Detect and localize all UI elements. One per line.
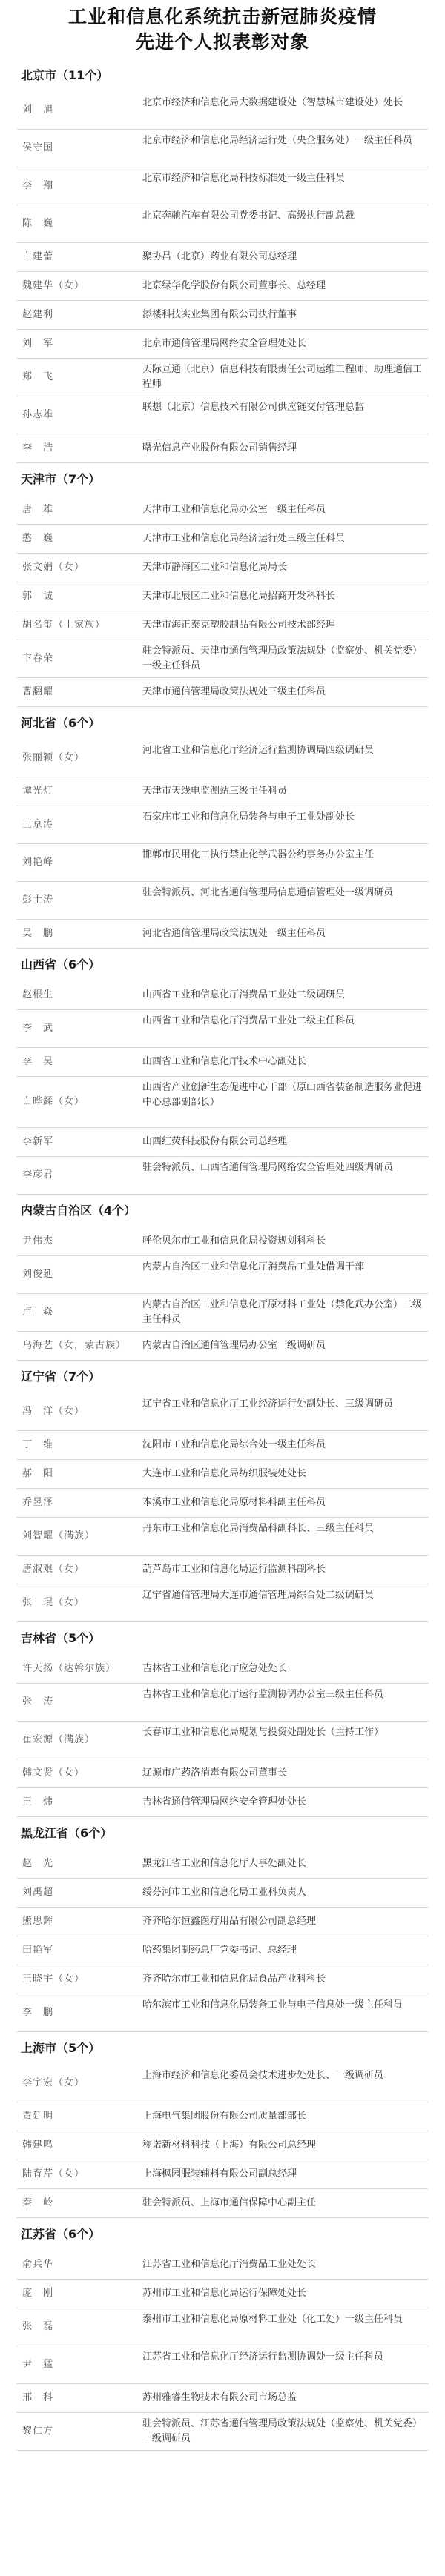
- honoree-position: 辽宁省工业和信息化厅工业经济运行处副处长、三级调研员: [142, 1398, 394, 1410]
- honoree-position: 北京市通信管理局网络安全管理处处长: [142, 338, 307, 349]
- honoree-position: 北京市经济和信息化局经济运行处（央企服务处）一级主任科员: [142, 135, 413, 146]
- honoree-position: 河北省通信管理局政策法规处一级主任科员: [142, 928, 326, 939]
- honoree-position: 上海枫园服装辅料有限公司副总经理: [142, 2168, 297, 2180]
- honoree-name: 陈 巍: [22, 218, 54, 229]
- section-header: 天津市（7个）: [21, 472, 101, 486]
- honoree-name: 孙志雄: [22, 409, 54, 420]
- honoree-position: 内蒙古自治区工业和信息化厅原材料工业处（禁化武办公室）二级主任科员: [142, 1299, 423, 1325]
- honoree-row: [16, 205, 429, 243]
- honoree-name: 郝 阳: [22, 1468, 54, 1479]
- section-header: 内蒙古自治区（4个）: [21, 1204, 136, 1218]
- honoree-name: 丁 维: [22, 1439, 54, 1450]
- section-header: 江苏省（6个）: [21, 2227, 101, 2241]
- honoree-row: [16, 554, 429, 582]
- honoree-row: [16, 1684, 429, 1722]
- honoree-name: 陆育芹（女）: [22, 2168, 85, 2180]
- honoree-row: [16, 777, 429, 806]
- honoree-list: [0, 59, 445, 2451]
- honoree-row: [16, 1431, 429, 1460]
- honoree-row: [16, 1556, 429, 1584]
- honoree-name: 唐淑艰（女）: [22, 1564, 85, 1575]
- honoree-row: [16, 496, 429, 525]
- section-header: 河北省（6个）: [21, 716, 101, 730]
- honoree-position: 呼伦贝尔市工业和信息化局投资规划科科长: [142, 1235, 326, 1246]
- honoree-position: 齐齐哈尔市工业和信息化局食品产业科科长: [142, 1974, 326, 1985]
- honoree-name: 魏建华（女）: [22, 280, 85, 291]
- honoree-position: 驻会特派员、山西省通信管理局网络安全管理处四级调研员: [142, 1162, 394, 1173]
- honoree-row: [16, 1048, 429, 1077]
- honoree-name: 张 涛: [22, 1696, 54, 1707]
- honoree-row: [16, 1227, 429, 1256]
- honoree-name: 刘俊延: [22, 1269, 54, 1280]
- honoree-row: [16, 2308, 429, 2346]
- honoree-row: [16, 130, 429, 167]
- honoree-row: [16, 2413, 429, 2451]
- honoree-name: 郭 诚: [22, 591, 54, 602]
- honoree-row: [16, 2189, 429, 2218]
- honoree-name: 郑 飞: [22, 371, 54, 382]
- honoree-position: 河北省工业和信息化厅经济运行监测协调局四级调研员: [142, 745, 375, 756]
- honoree-name: 李 翔: [22, 180, 54, 191]
- honoree-name: 李 昊: [22, 1056, 54, 1067]
- honoree-name: 王 炜: [22, 1796, 54, 1807]
- honoree-row: [16, 396, 429, 434]
- honoree-position: 天津市工业和信息化局办公室一级主任科员: [142, 504, 326, 515]
- honoree-row: [16, 611, 429, 640]
- honoree-row: [16, 301, 429, 330]
- honoree-row: [16, 806, 429, 844]
- honoree-position: 齐齐哈尔恒鑫医疗用品有限公司副总经理: [142, 1916, 317, 1927]
- honoree-position: 哈尔滨市工业和信息化局装备工业与电子信息处一级主任科员: [142, 1999, 403, 2011]
- honoree-name: 刘禹超: [22, 1887, 54, 1898]
- honoree-row: [16, 2102, 429, 2131]
- honoree-name: 冯 洋（女）: [22, 1406, 85, 1417]
- honoree-name: 王京涛: [22, 819, 54, 830]
- honoree-name: 张文娟（女）: [22, 562, 85, 573]
- honoree-position: 内蒙古自治区工业和信息化厅消费品工业处借调干部: [142, 1261, 365, 1272]
- honoree-row: [16, 1584, 429, 1622]
- honoree-row: [16, 92, 429, 130]
- honoree-name: 李 鹏: [22, 2007, 54, 2018]
- honoree-name: 田艳军: [22, 1945, 54, 1956]
- honoree-row: [16, 1010, 429, 1048]
- honoree-name: 李 武: [22, 1023, 54, 1034]
- honoree-position: 本溪市工业和信息化局原材料科副主任科员: [142, 1497, 326, 1508]
- honoree-name: 许天扬（达斡尔族）: [22, 1663, 116, 1674]
- honoree-name: 张 磊: [22, 2321, 54, 2332]
- honoree-name: 庞 刚: [22, 2288, 54, 2299]
- honoree-position: 北京奔驰汽车有限公司党委书记、高级执行副总裁: [142, 210, 355, 222]
- honoree-name: 黎仁方: [22, 2426, 54, 2437]
- honoree-name: 侯守国: [22, 142, 54, 153]
- honoree-row: [16, 2160, 429, 2189]
- honoree-position: 天津市通信管理局政策法规处三级主任科员: [142, 686, 326, 697]
- honoree-name: 崔宏源（满族）: [22, 1734, 96, 1745]
- honoree-position: 联想（北京）信息技术有限公司供应链交付管理总监: [142, 402, 365, 413]
- page-title-line-1: 工业和信息化系统抗击新冠肺炎疫情: [67, 6, 377, 27]
- honoree-row: [16, 1850, 429, 1879]
- honoree-name: 刘智耀（满族）: [22, 1530, 96, 1541]
- honoree-position: 驻会特派员、河北省通信管理局信息通信管理处一级调研员: [142, 887, 394, 898]
- honoree-position: 沈阳市工业和信息化局综合处一级主任科员: [142, 1439, 326, 1450]
- honoree-row: [16, 1077, 429, 1128]
- honoree-name: 李新军: [22, 1136, 54, 1147]
- honoree-row: [16, 1460, 429, 1489]
- honoree-row: [16, 1332, 429, 1361]
- honoree-position: 哈药集团制药总厂党委书记、总经理: [142, 1945, 297, 1956]
- honoree-row: [16, 844, 429, 882]
- honoree-name: 韩建鸣: [22, 2140, 54, 2151]
- honoree-position: 山西省工业和信息化厅消费品工业处二级调研员: [142, 989, 346, 1000]
- honoree-name: 李 浩: [22, 442, 54, 454]
- honoree-position: 天津市工业和信息化局经济运行处三级主任科员: [142, 533, 346, 544]
- honoree-row: [16, 882, 429, 920]
- honoree-position: 吉林省通信管理局网络安全管理处处长: [142, 1796, 307, 1807]
- honoree-position: 内蒙古自治区通信管理局办公室一级调研员: [142, 1340, 326, 1351]
- honoree-name: 吴 鹏: [22, 928, 54, 939]
- honoree-row: [16, 1655, 429, 1684]
- honoree-row: [16, 1936, 429, 1965]
- honoree-name: 韩文贤（女）: [22, 1767, 85, 1779]
- section-header: 山西省（6个）: [21, 957, 101, 972]
- honoree-position: 石家庄市工业和信息化局装备与电子工业处副处长: [142, 811, 355, 823]
- honoree-position: 苏州雅睿生物技术有限公司市场总监: [142, 2392, 297, 2403]
- honoree-row: [16, 2346, 429, 2384]
- honoree-name: 乌海艺（女，蒙古族）: [22, 1340, 127, 1351]
- honoree-name: 白晔鍒（女）: [22, 1096, 85, 1107]
- honoree-row: [16, 1294, 429, 1332]
- honoree-name: 尹 猛: [22, 2359, 54, 2370]
- honoree-row: [16, 1256, 429, 1294]
- honoree-row: [16, 1879, 429, 1908]
- honoree-row: [16, 582, 429, 611]
- honoree-name: 赵 光: [22, 1858, 54, 1869]
- honoree-position: 辽宁省通信管理局大连市通信管理局综合处二级调研员: [142, 1590, 375, 1601]
- honoree-row: [16, 1722, 429, 1759]
- honoree-position: 驻会特派员、上海市通信保障中心副主任: [142, 2197, 317, 2208]
- honoree-name: 尹伟杰: [22, 1235, 54, 1246]
- honoree-row: [16, 525, 429, 554]
- honoree-position: 曙光信息产业股份有限公司销售经理: [142, 442, 297, 454]
- honoree-position: 天津市北辰区工业和信息化局招商开发科科长: [142, 591, 336, 602]
- honoree-position: 添楼科技实业集团有限公司执行董事: [142, 309, 297, 320]
- honoree-name: 白建蕾: [22, 251, 54, 262]
- honoree-position: 江苏省工业和信息化厅消费品工业处处长: [142, 2259, 317, 2270]
- honoree-name: 张丽颖（女）: [22, 752, 85, 763]
- honoree-row: [16, 981, 429, 1010]
- honoree-row: [16, 1157, 429, 1195]
- page-title-line-2: 先进个人拟表彰对象: [135, 31, 309, 53]
- honoree-row: [16, 1393, 429, 1431]
- honoree-position: 黑龙江省工业和信息化厅人事处副处长: [142, 1858, 307, 1869]
- honoree-position: 天际互通（北京）信息科技有限责任公司运维工程师、助理通信工程师: [142, 364, 423, 390]
- honoree-name: 熊思辉: [22, 1916, 54, 1927]
- honoree-row: [16, 434, 429, 463]
- honoree-row: [16, 167, 429, 205]
- honoree-name: 赵建利: [22, 309, 54, 320]
- honoree-name: 乔昱泽: [22, 1497, 54, 1508]
- honoree-position: 天津市静海区工业和信息化局局长: [142, 562, 288, 573]
- honoree-row: [16, 359, 429, 396]
- honoree-row: [16, 1994, 429, 2032]
- honoree-position: 称诺新材料科技（上海）有限公司总经理: [142, 2140, 317, 2151]
- honoree-name: 俞兵华: [22, 2259, 54, 2270]
- honoree-name: 李彦君: [22, 1169, 54, 1181]
- honoree-row: [16, 2384, 429, 2413]
- honoree-position: 辽源市广药洛消毒有限公司董事长: [142, 1767, 288, 1779]
- honoree-position: 长春市工业和信息化局规划与投资处副处长（主持工作）: [142, 1727, 384, 1738]
- honoree-row: [16, 678, 429, 707]
- section-header: 辽宁省（7个）: [21, 1370, 101, 1384]
- title-block: [0, 0, 445, 59]
- honoree-row: [16, 1908, 429, 1936]
- honoree-position: 吉林省工业和信息化厅运行监测协调办公室三级主任科员: [142, 1689, 384, 1700]
- honoree-row: [16, 1965, 429, 1994]
- section-header: 吉林省（5个）: [21, 1631, 101, 1645]
- honoree-name: 彭士涛: [22, 894, 54, 906]
- honoree-row: [16, 330, 429, 359]
- honoree-row: [16, 1128, 429, 1157]
- honoree-position: 山西省工业和信息化厅消费品工业处二级主任科员: [142, 1015, 355, 1026]
- honoree-row: [16, 740, 429, 777]
- honoree-position: 泰州市工业和信息化局原材料工业处（化工处）一级主任科员: [142, 2314, 403, 2325]
- section-header: 黑龙江省（6个）: [21, 1826, 113, 1840]
- honoree-name: 赵根生: [22, 989, 54, 1000]
- honoree-position: 北京市经济和信息化局科技标准处一级主任科员: [142, 173, 346, 184]
- honoree-position: 山西省工业和信息化厅技术中心副处长: [142, 1056, 307, 1067]
- honoree-position: 天津市海正泰克塑胶制品有限公司技术部经理: [142, 620, 336, 631]
- honoree-position: 天津市天线电监测站三级主任科员: [142, 786, 288, 797]
- honoree-row: [16, 1518, 429, 1556]
- honoree-name: 李宇宏（女）: [22, 2077, 85, 2088]
- honoree-row: [16, 640, 429, 678]
- honoree-name: 刘艳峰: [22, 857, 54, 868]
- honoree-row: [16, 272, 429, 301]
- honoree-name: 曹翻耀: [22, 686, 54, 697]
- honoree-row: [16, 1788, 429, 1817]
- honoree-row: [16, 2280, 429, 2308]
- honoree-position: 山西红荧科技股份有限公司总经理: [142, 1136, 288, 1147]
- honoree-row: [16, 1759, 429, 1788]
- honoree-row: [16, 243, 429, 272]
- honoree-name: 卢 焱: [22, 1307, 54, 1318]
- honoree-name: 胡名玺（土家族）: [22, 620, 106, 631]
- honoree-position: 山西省产业创新生态促进中心干部（原山西省装备制造服务业促进中心总部副部长）: [142, 1082, 423, 1108]
- honoree-name: 刘 军: [22, 338, 54, 349]
- honoree-position: 驻会特派员、江苏省通信管理局政策法规处（监察处、机关党委）一级调研员: [142, 2418, 423, 2444]
- honoree-position: 绥芬河市工业和信息化局工业科负责人: [142, 1887, 307, 1898]
- honoree-position: 北京绿华化学股份有限公司董事长、总经理: [142, 280, 326, 291]
- honoree-name: 邢 科: [22, 2392, 54, 2403]
- honoree-name: 刘 旭: [22, 104, 54, 116]
- honoree-name: 贾廷明: [22, 2111, 54, 2122]
- honoree-row: [16, 2251, 429, 2280]
- honoree-row: [16, 920, 429, 949]
- honoree-position: 北京市经济和信息化局大数据建设处（智慧城市建设处）处长: [142, 97, 403, 108]
- honoree-position: 驻会特派员、天津市通信管理局政策法规处（监察处、机关党委）一级主任科员: [142, 645, 423, 671]
- section-header: 上海市（5个）: [21, 2041, 101, 2055]
- honoree-name: 王晓宇（女）: [22, 1974, 85, 1985]
- honoree-position: 上海市经济和信息化委员会技术进步处处长、一级调研员: [142, 2070, 384, 2081]
- honoree-row: [16, 2131, 429, 2160]
- honoree-position: 苏州市工业和信息化局运行保障处处长: [142, 2288, 307, 2299]
- honoree-position: 葫芦岛市工业和信息化局运行监测科副科长: [142, 1564, 326, 1575]
- honoree-name: 张 琨（女）: [22, 1597, 85, 1608]
- honoree-name: 谭光灯: [22, 786, 54, 797]
- honoree-row: [16, 2065, 429, 2102]
- honoree-position: 丹东市工业和信息化局消费品科副科长、三级主任科员: [142, 1523, 375, 1534]
- honoree-position: 邯郸市民用化工执行禁止化学武器公约事务办公室主任: [142, 849, 375, 860]
- honoree-name: 秦 岭: [22, 2197, 54, 2208]
- honoree-position: 江苏省工业和信息化厅经济运行监测协调处一级主任科员: [142, 2351, 384, 2363]
- section-header: 北京市（11个）: [21, 68, 109, 82]
- honoree-name: 卞春荣: [22, 653, 54, 664]
- honoree-position: 吉林省工业和信息化厅应急处处长: [142, 1663, 288, 1674]
- honoree-name: 唐 雄: [22, 504, 54, 515]
- honoree-position: 大连市工业和信息化局纺织服装处处长: [142, 1468, 307, 1479]
- honoree-position: 上海电气集团股份有限公司质量部部长: [142, 2111, 307, 2122]
- honoree-row: [16, 1489, 429, 1518]
- honoree-name: 憨 巍: [22, 533, 54, 544]
- honoree-position: 聚协昌（北京）药业有限公司总经理: [142, 251, 297, 262]
